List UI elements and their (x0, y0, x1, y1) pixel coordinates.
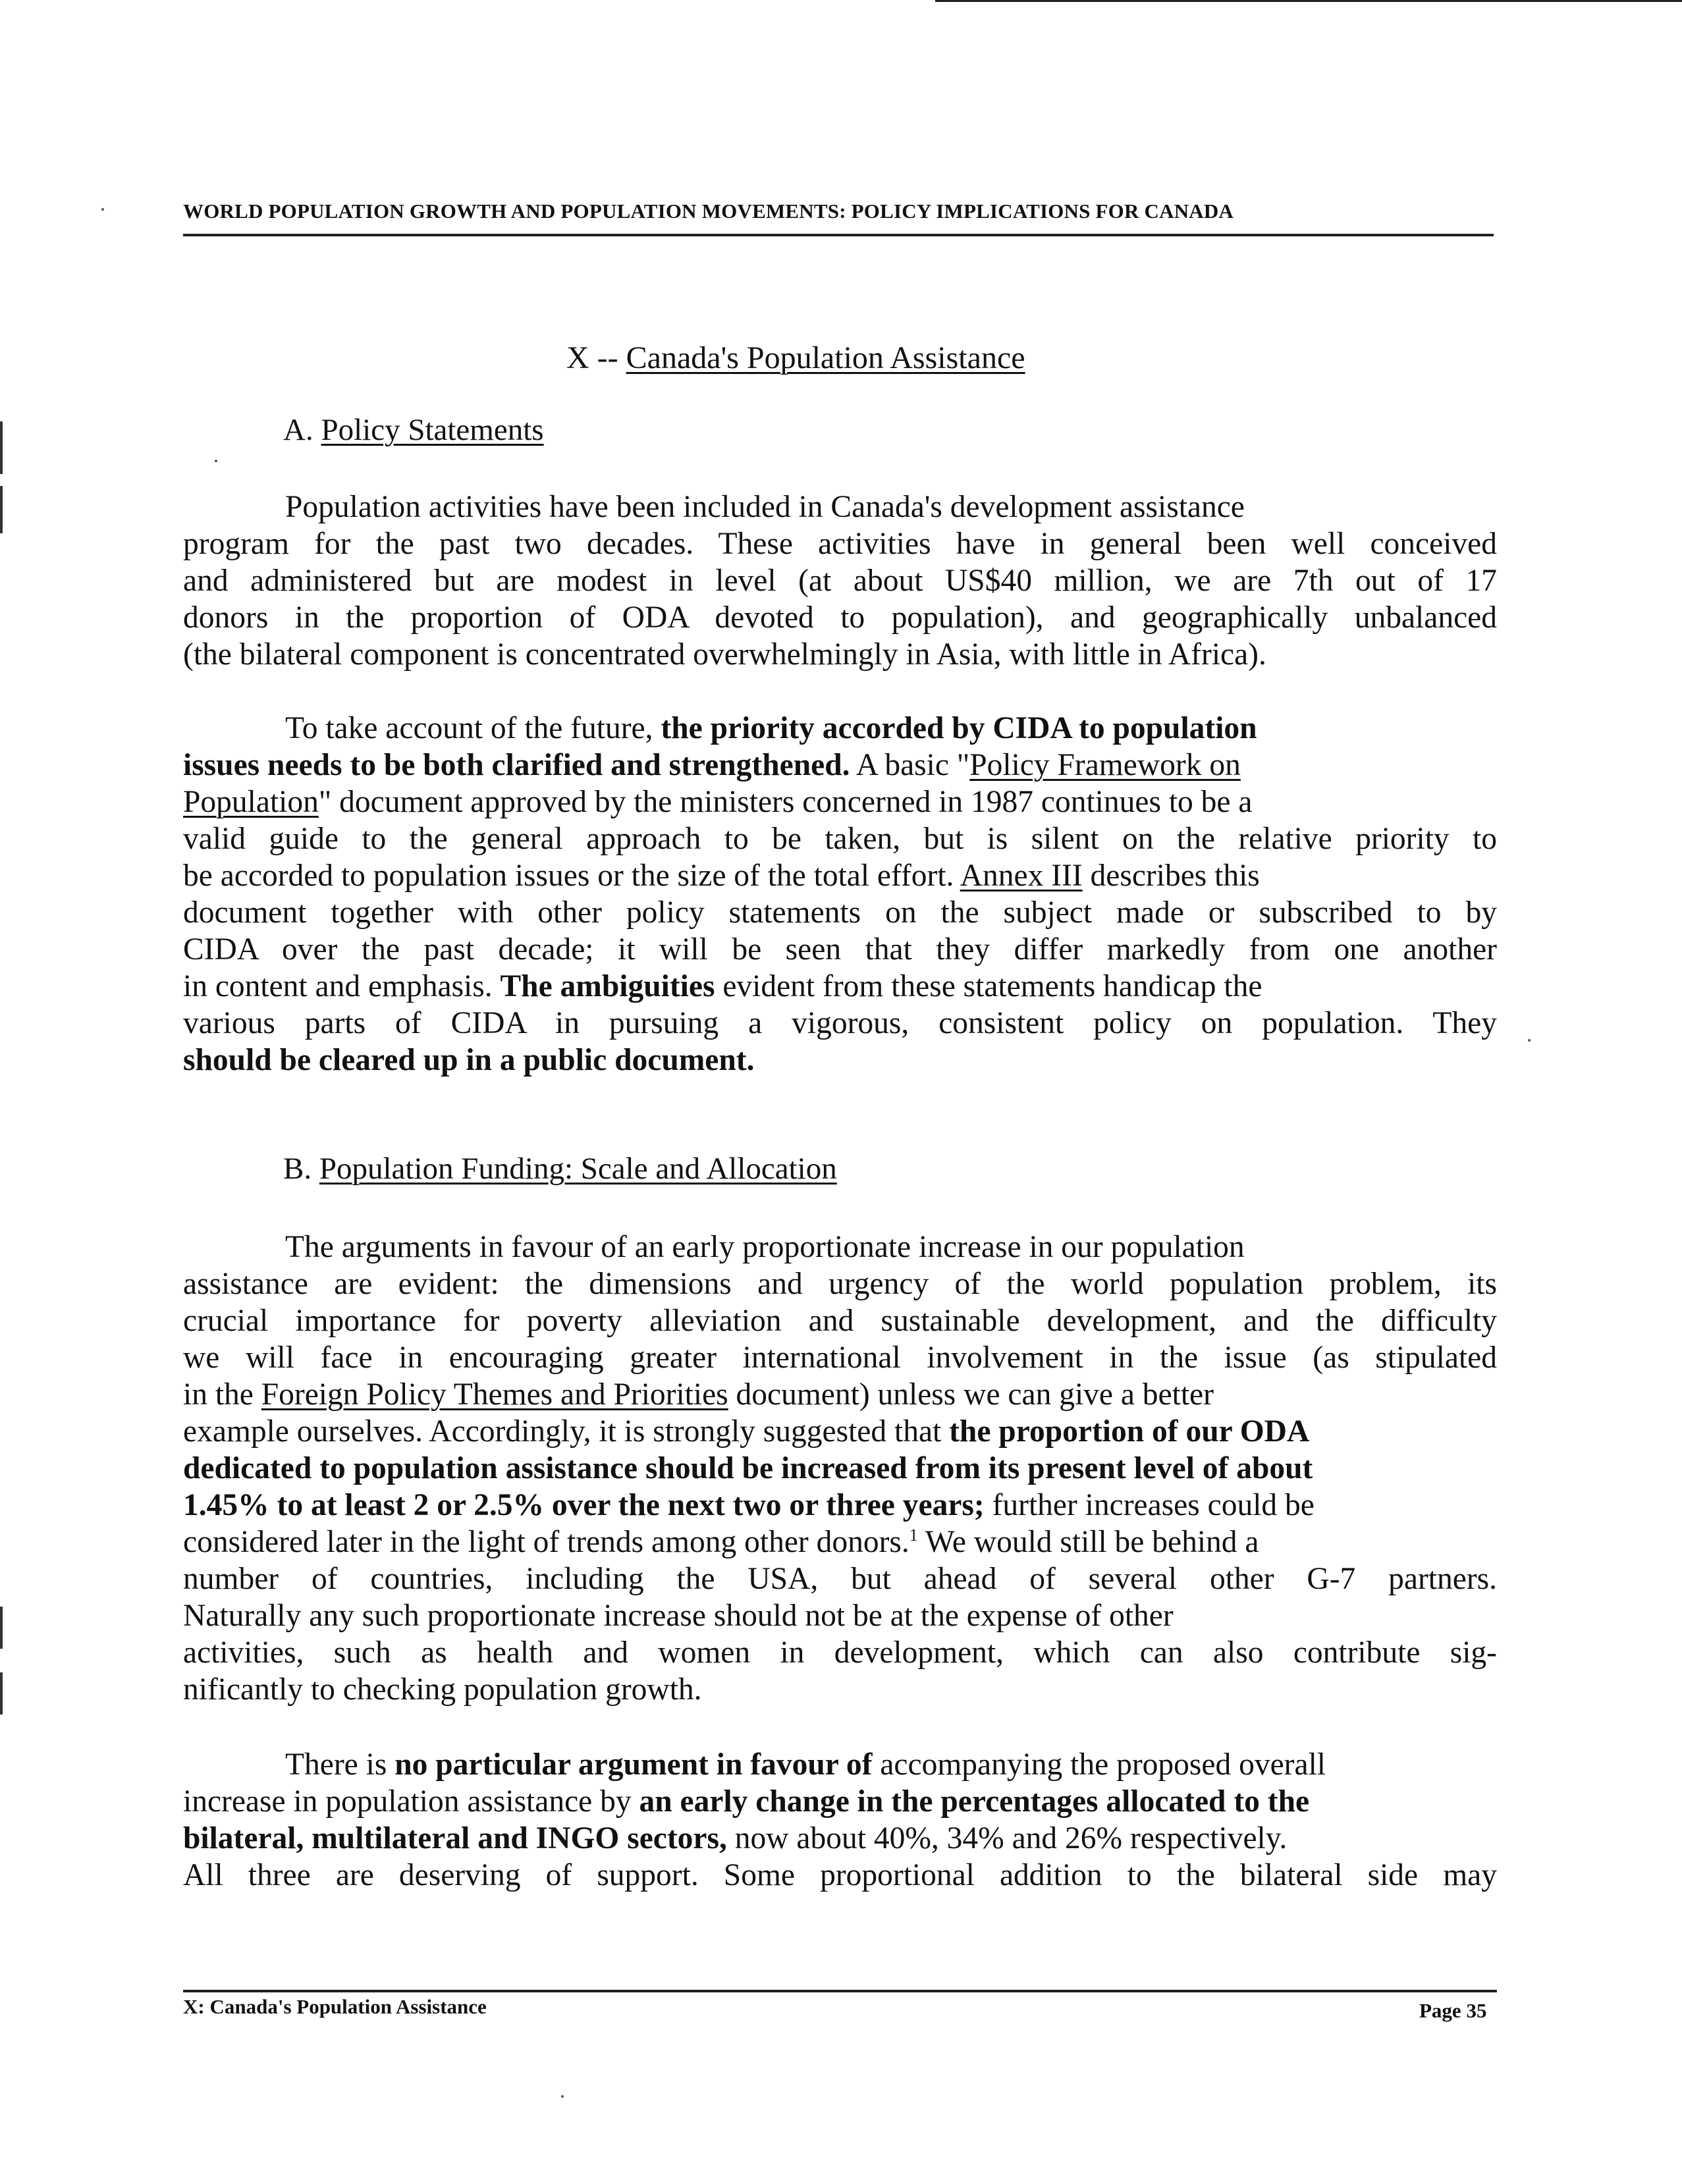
section-b-heading (283, 1151, 837, 1186)
text-line (183, 1042, 1497, 1079)
text-run: now about 40%, 34% and 26% respectively. (726, 1821, 1288, 1855)
section-b-prefix: B. (283, 1152, 319, 1186)
text-line: valid guide to the general approach to be taken, but is silent on the relative priority to (183, 822, 1497, 856)
chapter-title-text: Canada's Population Assistance (626, 340, 1025, 375)
text-run: further increases could be (984, 1488, 1315, 1522)
text-run: evident from these statements handicap the (715, 969, 1262, 1003)
footer-chapter-label: X: Canada's Population Assistance (183, 1995, 487, 2018)
text-run: document) unless we can give a better (728, 1377, 1214, 1412)
emphasis-run: an early change in the percentages allocated to the (639, 1784, 1310, 1819)
text-run: To take account of the future, (285, 711, 661, 745)
text-run: accompanying the proposed overall (872, 1747, 1326, 1782)
running-head: WORLD POPULATION GROWTH AND POPULATION MOVEMENTS: POLICY IMPLICATIONS FOR CANADA (183, 200, 1234, 223)
text-line (183, 1524, 1497, 1560)
text-run: We would still be behind a (917, 1525, 1259, 1559)
annex-reference: Annex III (960, 859, 1083, 893)
section-a-paragraph-1 (183, 489, 1497, 673)
text-line (183, 1487, 1497, 1524)
scan-edge-mark (0, 421, 3, 474)
text-line (183, 1413, 1497, 1450)
section-a-paragraph-2 (183, 710, 1497, 1079)
text-line: document together with other policy statements on the subject made or subscribed to by (183, 895, 1497, 930)
text-run: in content and emphasis. (183, 969, 501, 1003)
text-line: crucial importance for poverty alleviation and sustainable development, and the difficulty (183, 1304, 1497, 1338)
section-a-heading (283, 412, 544, 448)
footnote-marker: 1 (909, 1526, 918, 1545)
text-line (183, 1450, 1497, 1487)
text-line: program for the past two decades. These activities have in general been well conceived (183, 527, 1497, 561)
emphasis-run: 1.45% to at least 2 or 2.5% over the next two or three years; (183, 1488, 985, 1522)
text-run: There is (285, 1747, 395, 1782)
top-edge-rule (935, 0, 1682, 2)
emphasis-run: the proportion of our ODA (949, 1414, 1310, 1449)
chapter-prefix: X -- (566, 340, 626, 375)
text-line (183, 857, 1497, 894)
header-rule (183, 234, 1494, 236)
scan-speck (1528, 1039, 1531, 1042)
text-line: nificantly to checking population growth. (183, 1672, 702, 1707)
text-run: increase in population assistance by (183, 1784, 639, 1819)
emphasis-run: the priority accorded by CIDA to population (661, 711, 1257, 745)
section-b-paragraph-2 (183, 1746, 1497, 1894)
section-a-prefix: A. (283, 413, 321, 447)
emphasis-run: issues needs to be both clarified and strengthened. (183, 748, 850, 782)
text-line: Naturally any such proportionate increase should not be at the expense of other (183, 1599, 1174, 1633)
text-line (183, 1746, 1497, 1783)
text-line: CIDA over the past decade; it will be seen that they differ markedly from one another (183, 932, 1497, 967)
scan-speck (215, 460, 217, 462)
chapter-title (566, 340, 1225, 376)
page-number: Page 35 (1419, 1999, 1487, 2022)
emphasis-run: bilateral, multilateral and INGO sectors, (183, 1821, 727, 1855)
emphasis-run: The ambiguities (500, 969, 715, 1003)
scan-speck (101, 208, 104, 211)
text-line (183, 1820, 1497, 1857)
text-line: The arguments in favour of an early proportionate increase in our population (285, 1230, 1245, 1264)
text-line: activities, such as health and women in development, which can also contribute sig- (183, 1636, 1497, 1670)
emphasis-run: should be cleared up in a public document. (183, 1043, 755, 1077)
text-line: Population activities have been included in Canada's development assistance (285, 490, 1245, 524)
text-line: donors in the proportion of ODA devoted to population), and geographically unbalanced (183, 600, 1497, 635)
text-line: assistance are evident: the dimensions and urgency of the world population problem, its (183, 1267, 1497, 1301)
scan-edge-mark (0, 1607, 3, 1649)
emphasis-run: no particular argument in favour of (394, 1747, 873, 1782)
text-line: and administered but are modest in level (at about US$40 million, we are 7th out of 17 (183, 564, 1497, 598)
text-line (183, 784, 1497, 820)
text-line: we will face in encouraging greater international involvement in the issue (as stipulated (183, 1341, 1497, 1375)
text-run: describes this (1082, 859, 1260, 893)
document-reference: Foreign Policy Themes and Priorities (261, 1377, 728, 1412)
text-line (183, 968, 1497, 1005)
text-line: All three are deserving of support. Some proportional addition to the bilateral side may (183, 1858, 1497, 1892)
text-line (183, 1783, 1497, 1820)
text-line: (the bilateral component is concentrated overwhelmingly in Asia, with little in Africa). (183, 637, 1266, 672)
emphasis-run: dedicated to population assistance should be increased from its present level of about (183, 1451, 1313, 1485)
text-line (183, 1376, 1497, 1413)
text-run: considered later in the light of trends among other donors. (183, 1525, 909, 1559)
text-run: example ourselves. Accordingly, it is strongly suggested that (183, 1414, 950, 1449)
text-line (183, 747, 1497, 784)
scan-speck (561, 2095, 564, 2098)
text-run: A basic " (850, 748, 970, 782)
text-run: in the (183, 1377, 261, 1412)
scan-edge-mark (0, 1672, 3, 1715)
section-a-title: Policy Statements (321, 413, 544, 447)
document-reference: Population (183, 785, 319, 819)
text-line (183, 710, 1497, 747)
section-b-paragraph-1 (183, 1229, 1497, 1708)
section-b-title: Population Funding: Scale and Allocation (319, 1152, 837, 1186)
text-run: " document approved by the ministers concerned in 1987 continues to be a (318, 785, 1253, 819)
document-reference: Policy Framework on (969, 748, 1241, 782)
text-line: number of countries, including the USA, but ahead of several other G-7 partners. (183, 1562, 1497, 1596)
footer-rule (183, 1990, 1497, 1992)
text-line: various parts of CIDA in pursuing a vigorous, consistent policy on population. They (183, 1006, 1497, 1040)
text-run: be accorded to population issues or the size of the total effort. (183, 859, 960, 893)
scan-edge-mark (0, 486, 3, 533)
